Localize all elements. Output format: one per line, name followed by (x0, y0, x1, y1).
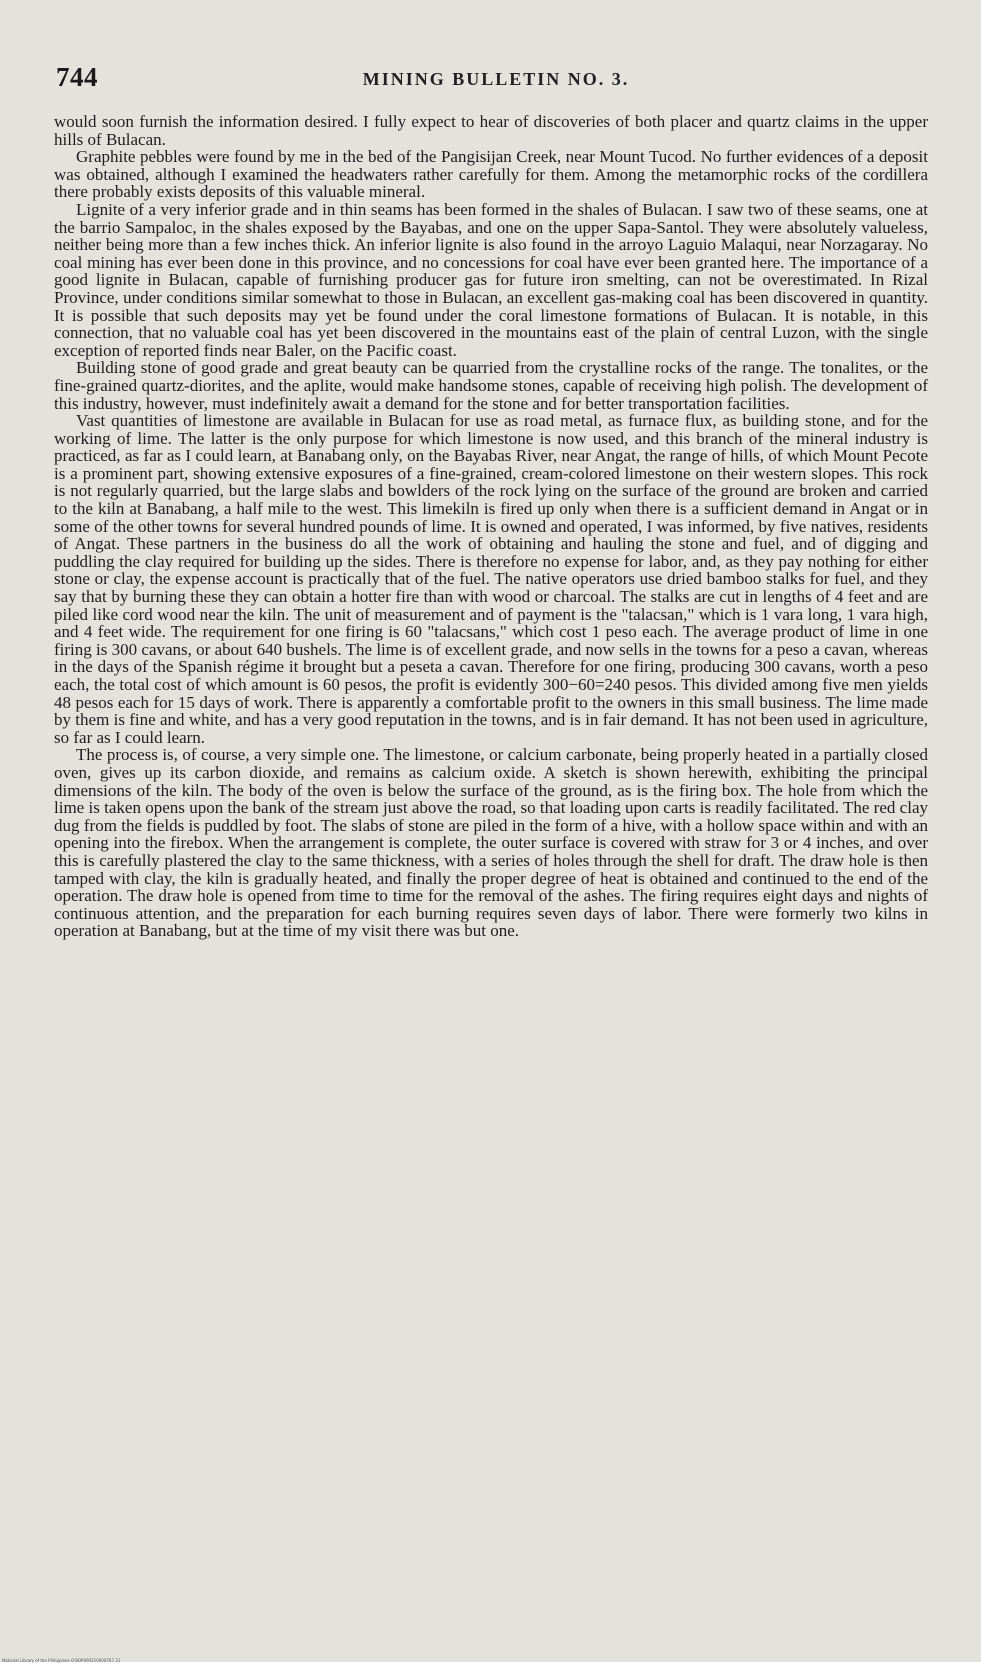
paragraph: Lignite of a very inferior grade and in thin seams has been formed in the shales of Bulacan. I saw two of these seams, one at the barrio Sampaloc, in the shales exposed by the Bayabas, and one on the upper Sapa-Santol. They were absolutely valueless, neither being more than a few inches thick. An inferior lignite is also found in the arroyo Laguio Malaqui, near Norzagaray. No coal mining has ever been done in this province, and no concessions for coal have ever been granted here. The importance of a good lignite in Bulacan, capable of furnishing producer gas for future iron smelting, can not be overestimated. In Rizal Province, under conditions similar somewhat to those in Bulacan, an excellent gas-making coal has been discovered in quantity. It is possible that such deposits may yet be found under the coral limestone formations of Bulacan. It is notable, in this connection, that no valuable coal has yet been discovered in the mountains east of the plain of central Luzon, with the single exception of reported finds near Baler, on the Pacific coast. (54, 199, 928, 360)
paragraph: would soon furnish the information desired. I fully expect to hear of discoveries of both placer and quartz claims in the upper hills of Bulacan. (54, 112, 928, 149)
body-text (54, 113, 928, 940)
footer-label: National Library of the Philippines O'BOP000210000767 31 (2, 1658, 121, 1663)
page-header (56, 62, 936, 98)
page-number: 744 (56, 62, 98, 92)
paragraph: Building stone of good grade and great beauty can be quarried from the crystalline rocks of the range. The tonalites, or the fine-grained quartz-diorites, and the aplite, would make handsome stones, capable of receiving high polish. The development of this industry, however, must indefinitely await a demand for the stone and for better transportation facilities. (54, 358, 928, 413)
paragraph: Graphite pebbles were found by me in the bed of the Pangisijan Creek, near Mount Tucod. No further evidences of a deposit was obtained, although I examined the headwaters rather carefully for them. Among the metamorphic rocks of the cordillera there probably exists deposits of this valuable mineral. (54, 147, 928, 202)
footer-strip (0, 1662, 981, 1668)
paragraph: Vast quantities of limestone are available in Bulacan for use as road metal, as furnace flux, as building stone, and for the working of lime. The latter is the only purpose for which limestone is now used, and this branch of the mineral industry is practiced, as far as I could learn, at Banabang only, on the Bayabas River, near Angat, the range of hills, of which Mount Pecote is a prominent part, showing extensive exposures of a fine-grained, cream-colored limestone on their western slopes. This rock is not regularly quarried, but the large slabs and bowlders of the rock lying on the surface of the ground are broken and carried to the kiln at Banabang, a half mile to the west. This limekiln is fired up only when there is a sufficient demand in Angat or in some of the other towns for several hundred pounds of lime. It is owned and operated, I was informed, by five natives, residents of Angat. These partners in the business do all the work of obtaining and hauling the stone and fuel, and of digging and puddling the clay required for building up the sides. There is therefore no expense for labor, and, as they pay nothing for either stone or clay, the expense account is practically that of the fuel. The native operators use dried bamboo stalks for fuel, and they say that by burning these they can obtain a hotter fire than with wood or charcoal. The stalks are cut in lengths of 4 feet and are piled like cord wood near the kiln. The unit of measurement and of payment is the "talacsan," which is 1 vara long, 1 vara high, and 4 feet wide. The requirement for one firing is 60 "talacsans," which cost 1 peso each. The average product of lime in one firing is 300 cavans, or about 640 bushels. The lime is of excellent grade, and now sells in the towns for a peso a cavan, whereas in the days of the Spanish régime it brought but a peseta a cavan. Therefore for one firing, producing 300 cavans, worth a peso each, the total cost of which amount is 60 pesos, the profit is evidently 300−60=240 pesos. This divided among five men yields 48 pesos each for 15 days of work. There is apparently a comfortable profit to the owners in this small business. The lime made by them is fine and white, and has a very good reputation in the towns, and is in fair demand. It has not been used in agriculture, so far as I could learn. (54, 411, 928, 747)
paragraph: The process is, of course, a very simple one. The limestone, or calcium carbonate, being properly heated in a partially closed oven, gives up its carbon dioxide, and remains as calcium oxide. A sketch is shown herewith, exhibiting the principal dimensions of the kiln. The body of the oven is below the surface of the ground, as is the firing box. The hole from which the lime is taken opens upon the bank of the stream just above the road, so that loading upon carts is readily facilitated. The red clay dug from the fields is puddled by foot. The slabs of stone are piled in the form of a hive, with a hollow space within and with an opening into the firebox. When the arrangement is complete, the outer surface is covered with straw for 3 or 4 inches, and over this is carefully plastered the clay to the same thickness, with a series of holes through the shell for draft. The draw hole is then tamped with clay, the kiln is gradually heated, and finally the proper degree of heat is obtained and continued to the end of the operation. The draw hole is opened from time to time for the removal of the ashes. The firing requires eight days and nights of continuous attention, and the preparation for each burning requires seven days of labor. There were formerly two kilns in operation at Banabang, but at the time of my visit there was but one. (54, 745, 928, 941)
running-head: MINING BULLETIN NO. 3. (362, 69, 630, 89)
